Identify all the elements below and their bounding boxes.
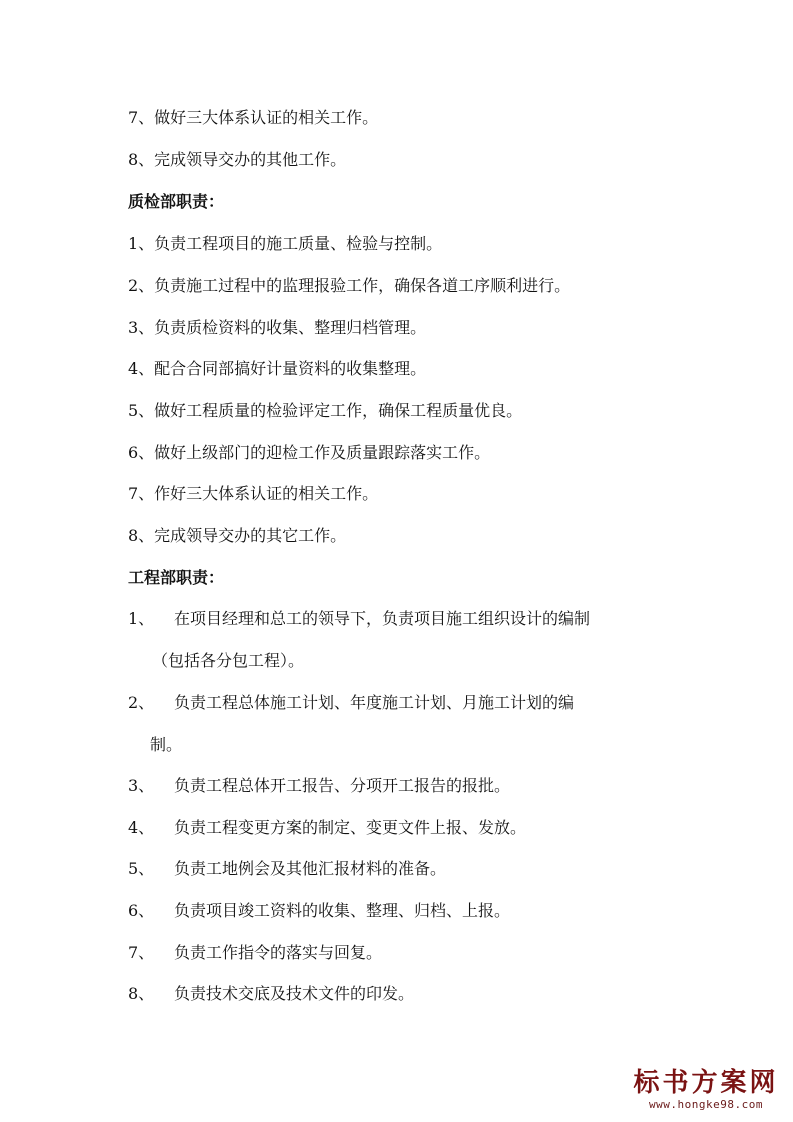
item-number: 8、 bbox=[128, 984, 155, 1003]
item-number: 4、 bbox=[128, 818, 155, 837]
duty-item: 8、完成领导交办的其他工作。 bbox=[128, 150, 347, 169]
duty-item: 4、配合合同部搞好计量资料的收集整理。 bbox=[128, 359, 427, 378]
item-text: 负责工程总体开工报告、分项开工报告的报批。 bbox=[174, 776, 511, 795]
duty-item bbox=[128, 858, 446, 880]
duty-item: 1、负责工程项目的施工质量、检验与控制。 bbox=[128, 234, 443, 253]
duty-item: 8、完成领导交办的其它工作。 bbox=[128, 526, 347, 545]
site-watermark bbox=[631, 1068, 781, 1112]
duty-item bbox=[128, 775, 510, 797]
item-text: 负责工地例会及其他汇报材料的准备。 bbox=[174, 859, 447, 878]
section-heading-qc: 质检部职责： bbox=[128, 192, 225, 211]
item-number: 1、 bbox=[128, 609, 155, 628]
duty-item-continuation: （包括各分包工程）。 bbox=[152, 651, 305, 670]
duty-item: 6、做好上级部门的迎检工作及质量跟踪落实工作。 bbox=[128, 443, 491, 462]
item-text: 负责工作指令的落实与回复。 bbox=[174, 943, 383, 962]
duty-item bbox=[128, 942, 382, 964]
item-number: 2、 bbox=[128, 693, 155, 712]
item-text: 在项目经理和总工的领导下，负责项目施工组织设计的编制 bbox=[174, 609, 591, 628]
item-number: 6、 bbox=[128, 901, 155, 920]
item-text: 负责工程变更方案的制定、变更文件上报、发放。 bbox=[174, 818, 527, 837]
item-text: 负责工程总体施工计划、年度施工计划、月施工计划的编 bbox=[174, 693, 575, 712]
duty-item bbox=[128, 692, 574, 714]
watermark-title: 标书方案网 bbox=[633, 1068, 779, 1098]
duty-item bbox=[128, 608, 590, 630]
duty-item: 7、作好三大体系认证的相关工作。 bbox=[128, 484, 379, 503]
duty-item bbox=[128, 900, 510, 922]
duty-item: 2、负责施工过程中的监理报验工作，确保各道工序顺利进行。 bbox=[128, 276, 571, 295]
section-heading-engineering: 工程部职责： bbox=[128, 568, 225, 587]
duty-item-continuation: 制。 bbox=[150, 735, 183, 754]
duty-item: 3、负责质检资料的收集、整理归档管理。 bbox=[128, 318, 427, 337]
item-number: 3、 bbox=[128, 776, 155, 795]
item-text: 负责项目竣工资料的收集、整理、归档、上报。 bbox=[174, 901, 511, 920]
item-number: 5、 bbox=[128, 859, 155, 878]
duty-item bbox=[128, 817, 526, 839]
duty-item: 5、做好工程质量的检验评定工作，确保工程质量优良。 bbox=[128, 401, 523, 420]
watermark-url: www.hongke98.com bbox=[649, 1098, 763, 1111]
duty-item bbox=[128, 983, 414, 1005]
item-text: 负责技术交底及技术文件的印发。 bbox=[174, 984, 415, 1003]
item-number: 7、 bbox=[128, 943, 155, 962]
duty-item: 7、做好三大体系认证的相关工作。 bbox=[128, 108, 379, 127]
